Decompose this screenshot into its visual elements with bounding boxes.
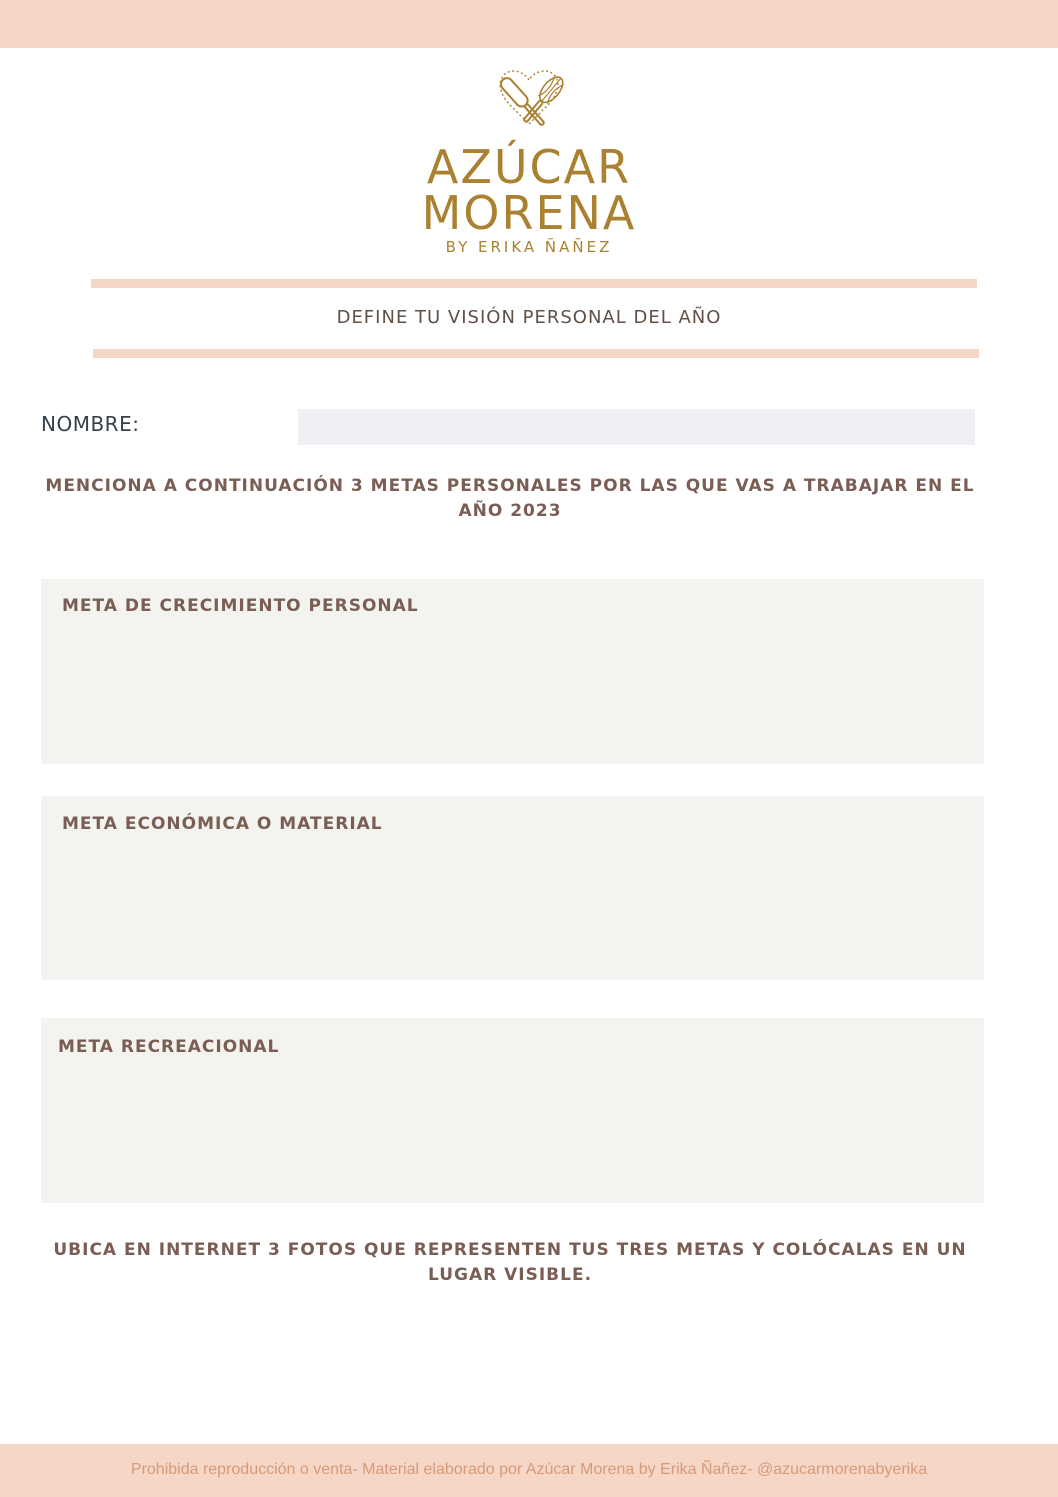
name-field[interactable] xyxy=(298,409,975,445)
brand-name-line2: MORENA xyxy=(421,186,637,240)
page-title: DEFINE TU VISIÓN PERSONAL DEL AÑO xyxy=(336,307,722,328)
goal-label-economic: META ECONÓMICA O MATERIAL xyxy=(62,814,383,834)
footer-band xyxy=(0,1444,1058,1497)
brand-subtitle: BY ERIKA ÑAÑEZ xyxy=(445,238,613,256)
goal-label-recreational: META RECREACIONAL xyxy=(58,1037,280,1057)
goal-input-economic[interactable] xyxy=(58,846,967,966)
goal-input-personal-growth[interactable] xyxy=(58,629,967,750)
goal-box-economic xyxy=(41,796,984,980)
goal-box-personal-growth xyxy=(41,579,984,764)
goal-box-recreational xyxy=(41,1018,984,1203)
goal-label-personal-growth: META DE CRECIMIENTO PERSONAL xyxy=(62,596,419,616)
heart-whisk-spatula-icon xyxy=(483,66,575,138)
brand-name-line1: AZÚCAR xyxy=(426,140,632,194)
footer-copyright: Prohibida reproducción o venta- Material elaborado por Azúcar Morena by Erika Ñañez- @azucarmorenabyerika xyxy=(130,1461,928,1478)
name-label: NOMBRE: xyxy=(41,412,140,436)
goal-input-recreational[interactable] xyxy=(58,1068,967,1189)
goals-instruction: MENCIONA A CONTINUACIÓN 3 METAS PERSONALES POR LAS QUE VAS A TRABAJAR EN EL AÑO 2023 xyxy=(45,476,975,521)
photos-instruction: UBICA EN INTERNET 3 FOTOS QUE REPRESENTEN TUS TRES METAS Y COLÓCALAS EN UN LUGAR VISIBLE. xyxy=(53,1240,967,1285)
title-rule-bottom xyxy=(93,349,979,358)
title-rule-top xyxy=(91,279,977,288)
top-band xyxy=(0,0,1058,48)
brand-logo xyxy=(0,66,1058,256)
